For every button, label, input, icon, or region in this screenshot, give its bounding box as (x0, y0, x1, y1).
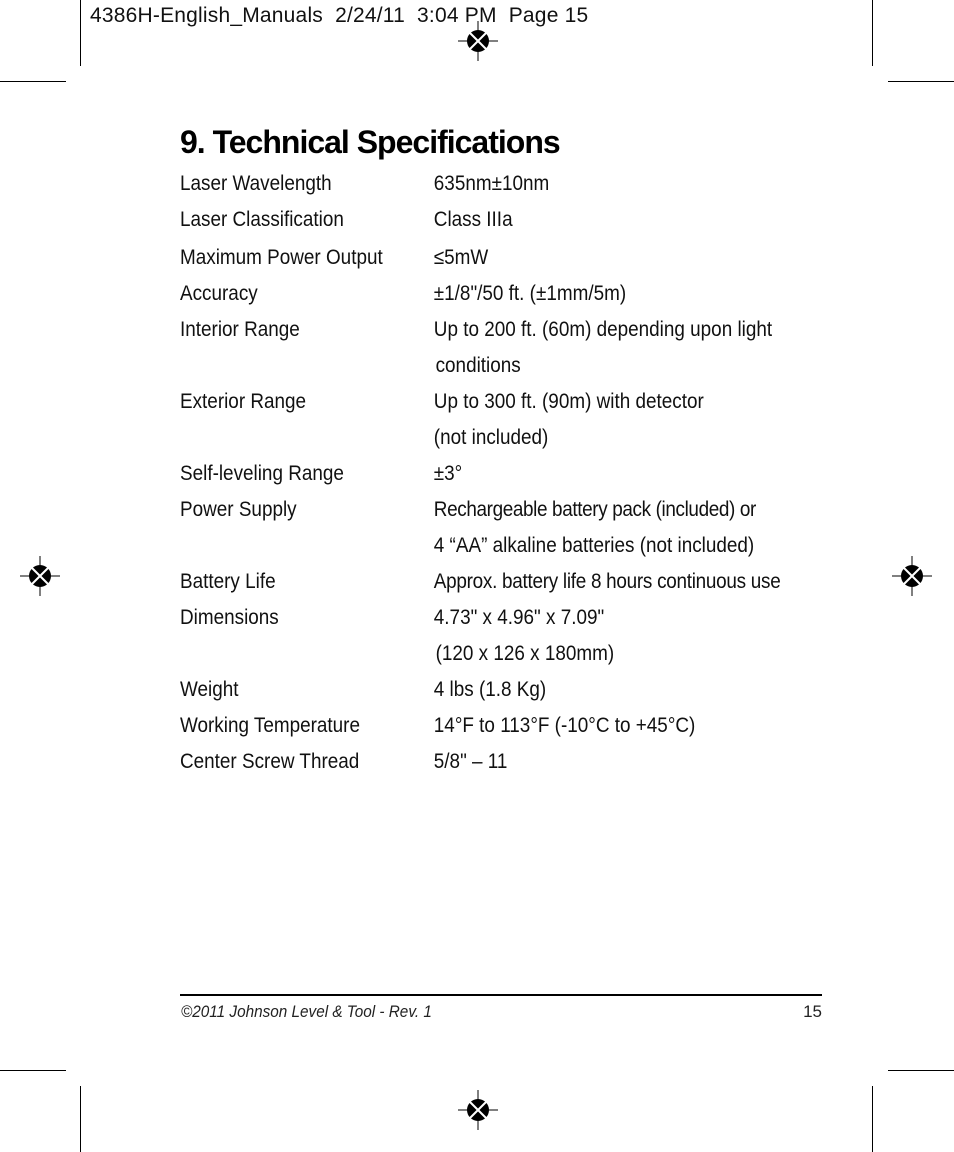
spec-label: Center Screw Thread (180, 750, 360, 773)
spec-value: 5/8" – 11 (433, 750, 508, 773)
crop-mark-bottom-left-vertical (80, 1086, 81, 1152)
spec-label: Battery Life (180, 570, 276, 593)
spec-row-working-temperature (180, 708, 765, 744)
spec-row-interior-range (180, 312, 773, 384)
spec-value: Class IIIa (433, 208, 513, 231)
spec-row-laser-classification (180, 202, 765, 238)
print-slug-line: 4386H-English_Manuals 2/24/11 3:04 PM Page 15 (90, 4, 589, 27)
registration-mark-bottom-icon (458, 1090, 498, 1130)
spec-value: ±1/8"/50 ft. (±1mm/5m) (433, 282, 627, 305)
spec-row-dimensions (180, 600, 765, 672)
spec-row-laser-wavelength (180, 166, 765, 202)
spec-label: Accuracy (180, 282, 258, 305)
crop-mark-top-right-vertical (872, 0, 873, 66)
spec-value: 4 lbs (1.8 Kg) (433, 678, 547, 701)
spec-row-exterior-range (180, 384, 765, 456)
registration-mark-top-icon (458, 21, 498, 61)
spec-row-self-leveling-range (180, 456, 765, 492)
crop-mark-bottom-right-vertical (872, 1086, 873, 1152)
spec-row-power-supply (180, 492, 765, 564)
spec-value: 4.73" x 4.96" x 7.09" (433, 606, 605, 629)
spec-value: 635nm±10nm (433, 172, 550, 195)
spec-value-continued: conditions (435, 354, 521, 377)
page-title: 9. Technical Specifications (180, 124, 560, 160)
spec-label: Power Supply (180, 498, 297, 521)
spec-value: 14°F to 113°F (-10°C to +45°C) (433, 714, 696, 737)
spec-value-continued: (not included) (433, 426, 549, 449)
spec-label: Laser Wavelength (180, 172, 332, 195)
footer-copyright: ©2011 Johnson Level & Tool - Rev. 1 (181, 1002, 432, 1021)
registration-mark-left-icon (20, 556, 60, 596)
crop-mark-bottom-right-horizontal (888, 1070, 954, 1071)
spec-value: Up to 200 ft. (60m) depending upon light (433, 318, 773, 341)
spec-label: Exterior Range (180, 390, 307, 413)
spec-value: ±3° (433, 462, 463, 485)
spec-value: Approx. battery life 8 hours continuous use (433, 570, 781, 593)
spec-value: Up to 300 ft. (90m) with detector (433, 390, 704, 413)
crop-mark-bottom-left-horizontal (0, 1070, 66, 1071)
spec-label: Dimensions (180, 606, 279, 629)
spec-label: Working Temperature (180, 714, 360, 737)
footer-divider (180, 994, 822, 996)
footer-page-number: 15 (803, 1002, 822, 1021)
spec-label: Self-leveling Range (180, 462, 344, 485)
spec-value-continued: 4 “AA” alkaline batteries (not included) (433, 534, 755, 557)
spec-value: Rechargeable battery pack (included) or (433, 498, 756, 521)
crop-mark-top-left-horizontal (0, 81, 66, 82)
crop-mark-top-right-horizontal (888, 81, 954, 82)
spec-row-center-screw-thread (180, 744, 765, 780)
crop-mark-top-left-vertical (80, 0, 81, 66)
spec-row-weight (180, 672, 765, 708)
registration-mark-right-icon (892, 556, 932, 596)
specifications-list (180, 166, 781, 780)
spec-label: Laser Classification (180, 208, 344, 231)
spec-row-accuracy (180, 276, 765, 312)
spec-label: Maximum Power Output (180, 246, 383, 269)
spec-label: Interior Range (180, 318, 300, 341)
spec-value-continued: (120 x 126 x 180mm) (435, 642, 615, 665)
spec-row-battery-life (180, 564, 781, 600)
spec-row-maximum-power-output (180, 240, 765, 276)
spec-label: Weight (180, 678, 239, 701)
spec-value: ≤5mW (433, 246, 489, 269)
